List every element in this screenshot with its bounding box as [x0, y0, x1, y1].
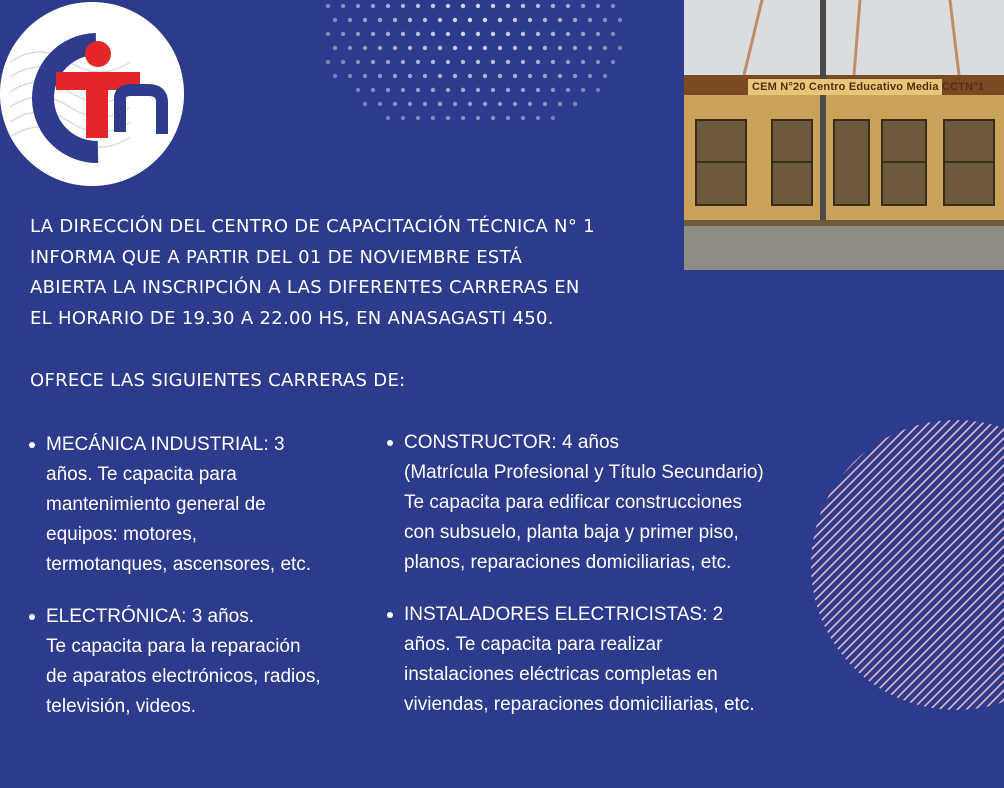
dot: [498, 102, 502, 106]
dot: [596, 4, 600, 8]
dot: [423, 74, 427, 78]
dot: [438, 74, 442, 78]
dot: [386, 4, 390, 8]
dot: [528, 102, 532, 106]
dot: [393, 74, 397, 78]
dot: [341, 32, 345, 36]
dot: [438, 102, 442, 106]
career-line: Te capacita para la reparación: [46, 636, 301, 657]
dot: [378, 18, 382, 22]
dot: [453, 102, 457, 106]
dot: [386, 60, 390, 64]
dot: [528, 74, 532, 78]
dot: [543, 46, 547, 50]
dot: [521, 32, 525, 36]
dot-pattern-decoration: [320, 0, 630, 130]
dot: [348, 46, 352, 50]
dot: [588, 74, 592, 78]
career-line: instalaciones eléctricas completas en: [404, 664, 718, 685]
dot: [408, 102, 412, 106]
dot: [393, 46, 397, 50]
dot: [528, 46, 532, 50]
dot: [453, 46, 457, 50]
career-line: mantenimiento general de: [46, 494, 266, 515]
dot: [416, 4, 420, 8]
dot: [468, 102, 472, 106]
career-line: viviendas, reparaciones domiciliarias, etc.: [404, 694, 755, 715]
dot: [573, 46, 577, 50]
dot: [596, 60, 600, 64]
dot: [356, 88, 360, 92]
dot: [461, 60, 465, 64]
dot: [596, 88, 600, 92]
dot: [363, 102, 367, 106]
dot: [416, 32, 420, 36]
dot: [588, 18, 592, 22]
announcement-line: ABIERTA LA INSCRIPCIÓN A LAS DIFERENTES CARRERAS EN: [30, 277, 580, 298]
dot: [536, 32, 540, 36]
dot: [446, 88, 450, 92]
dot: [491, 116, 495, 120]
dot: [476, 60, 480, 64]
dot: [611, 4, 615, 8]
career-item-instaladores: [387, 600, 827, 720]
dot: [483, 46, 487, 50]
dot: [446, 32, 450, 36]
dot: [558, 46, 562, 50]
dot: [513, 18, 517, 22]
dot: [611, 32, 615, 36]
stripe-line: [875, 420, 1004, 720]
dot: [596, 32, 600, 36]
dot: [386, 88, 390, 92]
dot: [506, 88, 510, 92]
career-line: termotanques, ascensores, etc.: [46, 554, 312, 575]
dot: [551, 88, 555, 92]
dot: [476, 88, 480, 92]
dot: [371, 88, 375, 92]
dot: [371, 4, 375, 8]
dot: [326, 32, 330, 36]
dot: [356, 60, 360, 64]
career-line: equipos: motores,: [46, 524, 198, 545]
dot: [551, 116, 555, 120]
dot: [498, 46, 502, 50]
stripe-line: [893, 420, 1004, 720]
dot: [348, 74, 352, 78]
dot: [491, 4, 495, 8]
career-item-mecanica: [29, 430, 379, 580]
dot: [401, 60, 405, 64]
dot: [468, 74, 472, 78]
dot: [543, 102, 547, 106]
announcement-line: LA DIRECCIÓN DEL CENTRO DE CAPACITACIÓN TÉCNICA N° 1: [30, 216, 595, 237]
dot: [393, 102, 397, 106]
career-item-electronica: [29, 602, 379, 722]
building-sign: CEM N°20 Centro Educativo Media CCTN°1: [748, 79, 942, 95]
career-line: años. Te capacita para realizar: [404, 634, 663, 655]
dot: [476, 4, 480, 8]
dot: [483, 74, 487, 78]
dot: [431, 60, 435, 64]
dot: [476, 116, 480, 120]
career-item-constructor: [387, 428, 827, 578]
dot: [558, 18, 562, 22]
dot: [603, 18, 607, 22]
dot: [326, 4, 330, 8]
dot: [521, 60, 525, 64]
career-line: INSTALADORES ELECTRICISTAS: 2: [404, 604, 724, 625]
dot: [476, 32, 480, 36]
dot: [438, 18, 442, 22]
dot: [581, 32, 585, 36]
dot: [401, 32, 405, 36]
career-line: ELECTRÓNICA: 3 años.: [46, 606, 255, 627]
dot: [521, 88, 525, 92]
dot: [581, 4, 585, 8]
dot: [393, 18, 397, 22]
dot: [498, 74, 502, 78]
dot: [461, 88, 465, 92]
dot: [506, 4, 510, 8]
dot: [401, 88, 405, 92]
dot: [551, 32, 555, 36]
dot: [551, 4, 555, 8]
dot: [363, 18, 367, 22]
dot: [378, 46, 382, 50]
career-line: Te capacita para edificar construcciones: [404, 492, 742, 513]
dot: [573, 18, 577, 22]
dot: [581, 60, 585, 64]
career-line: de aparatos electrónicos, radios,: [46, 666, 321, 687]
dot: [416, 88, 420, 92]
career-line: planos, reparaciones domiciliarias, etc.: [404, 552, 732, 573]
careers-right-column: [387, 428, 827, 720]
dot: [498, 18, 502, 22]
dot: [446, 4, 450, 8]
dot: [423, 18, 427, 22]
dot: [408, 46, 412, 50]
dot: [431, 32, 435, 36]
dot: [521, 116, 525, 120]
dot: [483, 18, 487, 22]
career-line: años. Te capacita para: [46, 464, 237, 485]
announcement-line: INFORMA QUE A PARTIR DEL 01 DE NOVIEMBRE ESTÁ: [30, 246, 523, 268]
dot: [431, 116, 435, 120]
dot: [506, 116, 510, 120]
dot: [431, 4, 435, 8]
dot: [558, 74, 562, 78]
dot: [468, 18, 472, 22]
dot: [491, 32, 495, 36]
dot: [521, 4, 525, 8]
dot: [543, 18, 547, 22]
careers-left-column: [29, 430, 379, 722]
dot: [536, 4, 540, 8]
dot: [573, 102, 577, 106]
dot: [431, 88, 435, 92]
dot: [506, 32, 510, 36]
dot: [566, 88, 570, 92]
dot: [416, 116, 420, 120]
dot: [468, 46, 472, 50]
announcement-line: EL HORARIO DE 19.30 A 22.00 HS, EN ANASAGASTI 450.: [30, 307, 554, 329]
dot: [603, 46, 607, 50]
dot: [363, 46, 367, 50]
dot: [408, 18, 412, 22]
dot: [513, 102, 517, 106]
dot: [356, 32, 360, 36]
dot: [588, 46, 592, 50]
dot: [461, 4, 465, 8]
dot: [333, 18, 337, 22]
dot: [551, 60, 555, 64]
dot: [611, 60, 615, 64]
dot: [446, 60, 450, 64]
dot: [461, 116, 465, 120]
dot: [618, 18, 622, 22]
dot: [333, 46, 337, 50]
dot: [371, 60, 375, 64]
offer-heading: OFRECE LAS SIGUIENTES CARRERAS DE:: [30, 370, 406, 391]
dot: [506, 60, 510, 64]
career-line: MECÁNICA INDUSTRIAL: 3: [46, 434, 285, 455]
dot: [453, 18, 457, 22]
school-building-photo: [684, 0, 1004, 270]
dot: [386, 32, 390, 36]
dot: [378, 102, 382, 106]
dot: [446, 116, 450, 120]
dot: [536, 60, 540, 64]
dot: [378, 74, 382, 78]
dot: [416, 60, 420, 64]
dot: [491, 88, 495, 92]
career-line: (Matrícula Profesional y Título Secundario): [404, 462, 764, 483]
dot: [566, 4, 570, 8]
dot: [408, 74, 412, 78]
dot: [543, 74, 547, 78]
dot: [581, 88, 585, 92]
dot: [341, 60, 345, 64]
dot: [491, 60, 495, 64]
dot: [603, 74, 607, 78]
dot: [438, 46, 442, 50]
dot: [326, 60, 330, 64]
dot: [573, 74, 577, 78]
dot: [483, 102, 487, 106]
dot: [461, 32, 465, 36]
dot: [386, 116, 390, 120]
dot: [513, 74, 517, 78]
dot: [536, 88, 540, 92]
dot: [528, 18, 532, 22]
dot: [618, 46, 622, 50]
dot: [453, 74, 457, 78]
dot: [341, 4, 345, 8]
dot: [401, 4, 405, 8]
announcement-text: [30, 212, 710, 334]
career-line: CONSTRUCTOR: 4 años: [404, 432, 620, 453]
dot: [348, 18, 352, 22]
dot: [401, 116, 405, 120]
dot: [566, 60, 570, 64]
dot: [423, 102, 427, 106]
dot: [423, 46, 427, 50]
career-line: televisión, videos.: [46, 696, 196, 717]
dot: [558, 102, 562, 106]
dot: [566, 32, 570, 36]
career-line: con subsuelo, planta baja y primer piso,: [404, 522, 739, 543]
dot: [363, 74, 367, 78]
dot: [513, 46, 517, 50]
dot: [371, 32, 375, 36]
dot: [333, 74, 337, 78]
dot: [356, 4, 360, 8]
ctn-logo: [0, 2, 184, 186]
dot: [536, 116, 540, 120]
